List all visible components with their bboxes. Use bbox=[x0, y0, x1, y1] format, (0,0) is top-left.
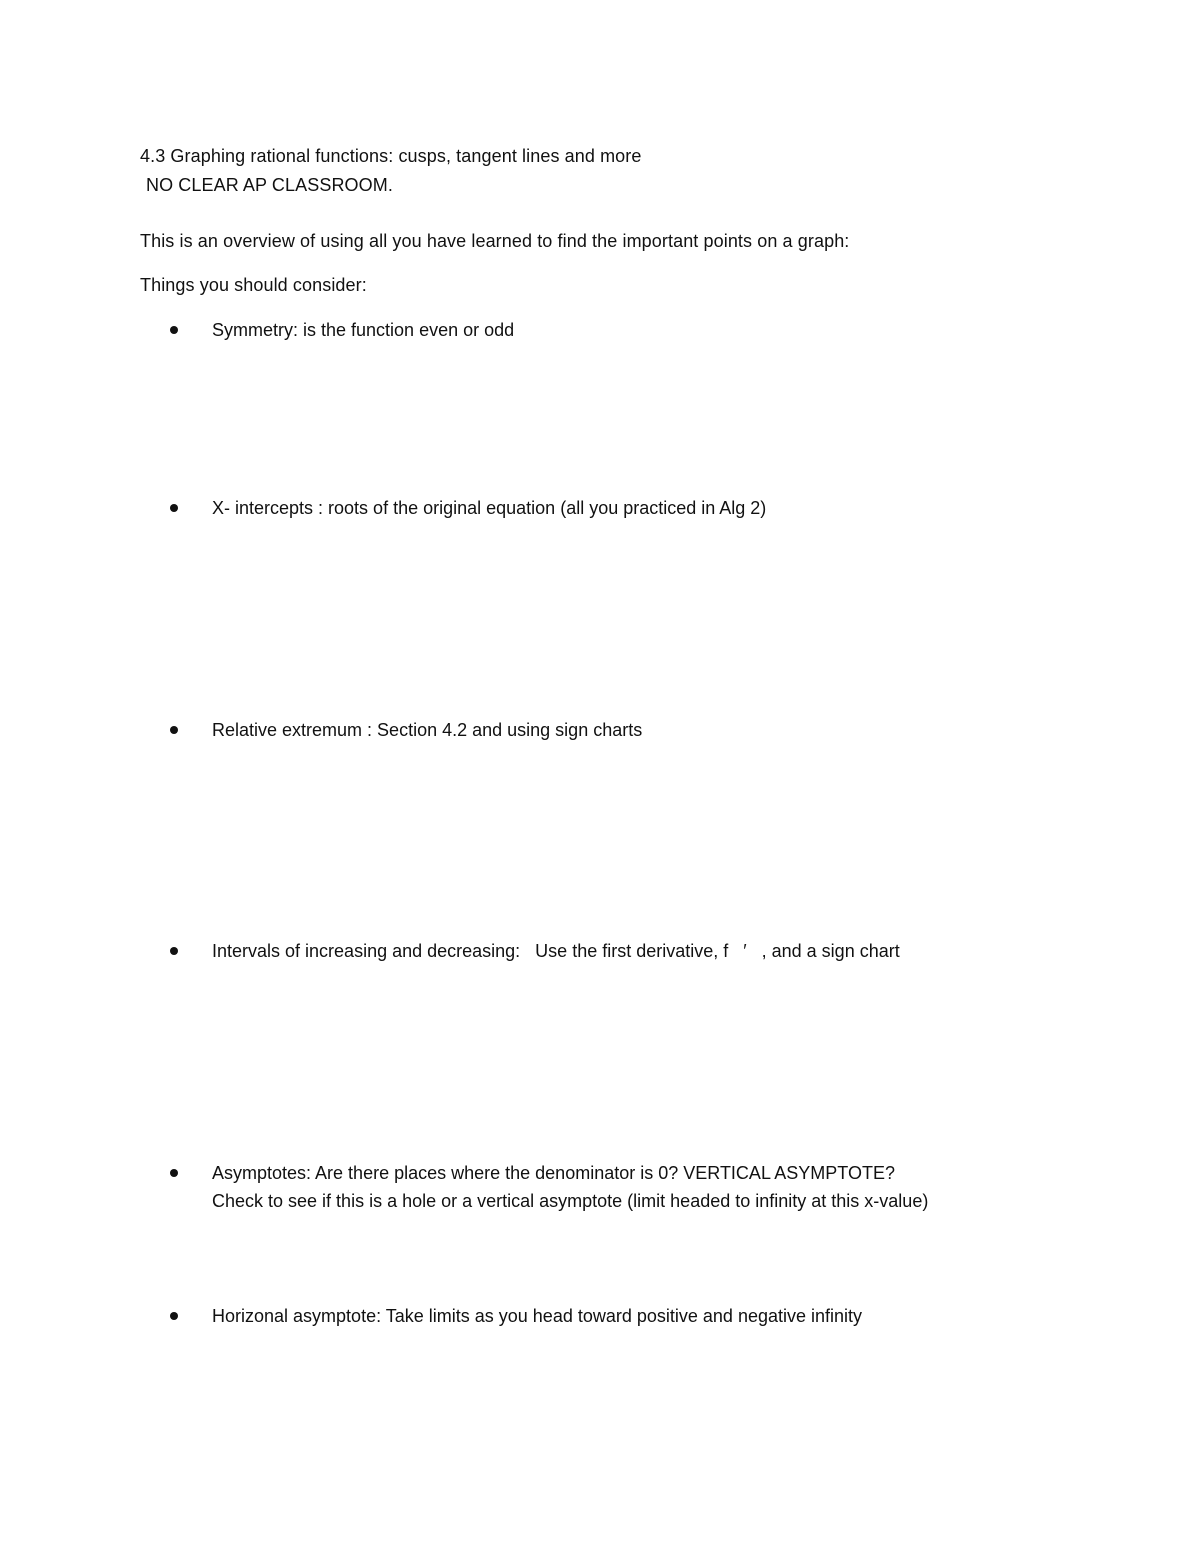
bullet-line: Check to see if this is a hole or a vertical asymptote (limit headed to infinity at this x-value) bbox=[212, 1191, 929, 1211]
bullet-dot-icon bbox=[170, 504, 178, 512]
bullet-line: X- intercepts : roots of the original equation (all you practiced in Alg 2) bbox=[212, 498, 767, 518]
bullet-text bbox=[212, 1302, 862, 1330]
bullet-text bbox=[212, 316, 514, 344]
bullet-dot-icon bbox=[170, 1169, 178, 1177]
bullet-dot-icon bbox=[170, 947, 178, 955]
bullet-line: Intervals of increasing and decreasing: Use the first derivative, f ′ , and a sign chart bbox=[212, 941, 900, 961]
document-title: 4.3 Graphing rational functions: cusps, tangent lines and more bbox=[140, 146, 642, 166]
bullet-text bbox=[212, 1159, 928, 1215]
bullet-line: Horizonal asymptote: Take limits as you head toward positive and negative infinity bbox=[212, 1306, 863, 1326]
bullet-dot-icon bbox=[170, 1312, 178, 1320]
bullet-dot-icon bbox=[170, 726, 178, 734]
bullet-line: Symmetry: is the function even or odd bbox=[212, 320, 515, 340]
bullet-text bbox=[212, 494, 766, 522]
consider-label: Things you should consider: bbox=[140, 275, 367, 295]
bullet-text bbox=[212, 716, 642, 744]
bullet-line: Asymptotes: Are there places where the denominator is 0? VERTICAL ASYMPTOTE? bbox=[212, 1163, 895, 1183]
document-subtitle: NO CLEAR AP CLASSROOM. bbox=[146, 175, 393, 195]
intro-paragraph: This is an overview of using all you have learned to find the important points on a graph: bbox=[140, 231, 850, 251]
bullet-text bbox=[212, 937, 900, 965]
bullet-line: Relative extremum : Section 4.2 and using sign charts bbox=[212, 720, 643, 740]
bullet-dot-icon bbox=[170, 326, 178, 334]
